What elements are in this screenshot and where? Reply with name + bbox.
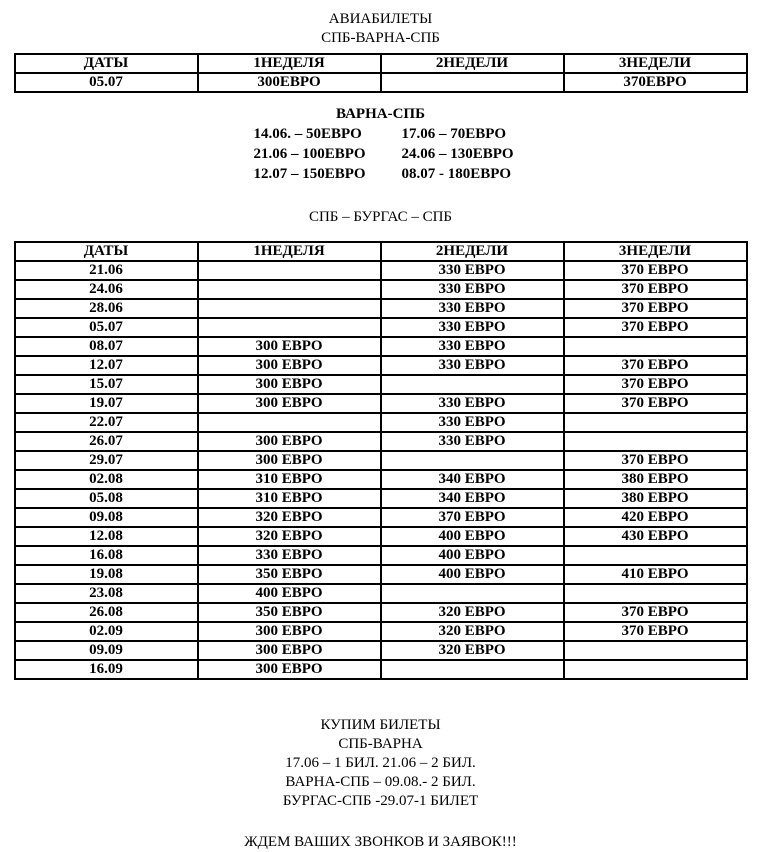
table-cell: 370 ЕВРО bbox=[564, 375, 747, 394]
table-cell bbox=[381, 73, 564, 92]
table-cell: 400 ЕВРО bbox=[198, 584, 381, 603]
table-cell: 05.07 bbox=[15, 73, 198, 92]
table-row bbox=[15, 527, 747, 546]
table-row bbox=[15, 299, 747, 318]
table-cell: 300 ЕВРО bbox=[198, 451, 381, 470]
footer-note: ЖДЕМ ВАШИХ ЗВОНКОВ И ЗАЯВОК!!! bbox=[244, 834, 517, 850]
table-cell: 05.08 bbox=[15, 489, 198, 508]
table-cell bbox=[564, 432, 747, 451]
table-cell: 330 ЕВРО bbox=[381, 280, 564, 299]
table-row bbox=[15, 356, 747, 375]
table-cell: 370 ЕВРО bbox=[564, 280, 747, 299]
spb-varna-table bbox=[14, 53, 748, 93]
table-cell bbox=[198, 318, 381, 337]
table-cell: 09.08 bbox=[15, 508, 198, 527]
table-cell bbox=[564, 584, 747, 603]
table-cell: 12.07 bbox=[15, 356, 198, 375]
table-row bbox=[15, 641, 747, 660]
table-cell: 300 ЕВРО bbox=[198, 356, 381, 375]
table-cell: 19.08 bbox=[15, 565, 198, 584]
table-header-row bbox=[15, 242, 747, 261]
table-cell: 300 ЕВРО bbox=[198, 394, 381, 413]
text-line: 17.06 – 1 БИЛ. 21.06 – 2 БИЛ. bbox=[285, 755, 476, 771]
table-cell: 320 ЕВРО bbox=[198, 508, 381, 527]
table-row bbox=[15, 660, 747, 679]
table-cell: 09.09 bbox=[15, 641, 198, 660]
column-header: 3НЕДЕЛИ bbox=[564, 54, 747, 73]
table-row bbox=[15, 73, 747, 92]
varna-spb-section-title: ВАРНА-СПБ bbox=[336, 106, 425, 122]
column-header: ДАТЫ bbox=[15, 242, 198, 261]
text-line: СПБ-ВАРНА bbox=[338, 736, 423, 752]
page-subtitle: СПБ-ВАРНА-СПБ bbox=[321, 30, 440, 46]
table-cell: 400 ЕВРО bbox=[381, 527, 564, 546]
table-cell bbox=[198, 299, 381, 318]
spb-burgas-table-body bbox=[15, 261, 747, 679]
table-row bbox=[15, 451, 747, 470]
table-cell: 370ЕВРО bbox=[564, 73, 747, 92]
table-cell: 330 ЕВРО bbox=[381, 413, 564, 432]
table-cell: 370 ЕВРО bbox=[564, 451, 747, 470]
table-cell: 330 ЕВРО bbox=[381, 261, 564, 280]
price-item: 12.07 – 150ЕВРО bbox=[253, 166, 366, 182]
table-cell: 05.07 bbox=[15, 318, 198, 337]
table-cell: 380 ЕВРО bbox=[564, 489, 747, 508]
column-header: ДАТЫ bbox=[15, 54, 198, 73]
table-row bbox=[15, 603, 747, 622]
table-cell: 26.07 bbox=[15, 432, 198, 451]
table-cell: 410 ЕВРО bbox=[564, 565, 747, 584]
table-cell: 320 ЕВРО bbox=[381, 603, 564, 622]
table-cell bbox=[381, 375, 564, 394]
table-row bbox=[15, 508, 747, 527]
table-cell: 02.08 bbox=[15, 470, 198, 489]
table-cell: 320 ЕВРО bbox=[198, 527, 381, 546]
table-cell: 300 ЕВРО bbox=[198, 660, 381, 679]
table-cell: 26.08 bbox=[15, 603, 198, 622]
column-header: 2НЕДЕЛИ bbox=[381, 242, 564, 261]
table-cell: 21.06 bbox=[15, 261, 198, 280]
price-line bbox=[12, 164, 761, 184]
table-row bbox=[15, 375, 747, 394]
table-cell: 28.06 bbox=[15, 299, 198, 318]
table-row bbox=[15, 584, 747, 603]
table-cell: 24.06 bbox=[15, 280, 198, 299]
price-item: 14.06. – 50ЕВРО bbox=[253, 126, 362, 142]
table-cell: 370 ЕВРО bbox=[564, 603, 747, 622]
table-row bbox=[15, 280, 747, 299]
table-cell: 330 ЕВРО bbox=[381, 299, 564, 318]
table-cell: 370 ЕВРО bbox=[564, 318, 747, 337]
page-title: АВИАБИЛЕТЫ bbox=[328, 11, 433, 27]
spb-burgas-section-title: СПБ – БУРГАС – СПБ bbox=[308, 209, 453, 225]
table-cell: 330 ЕВРО bbox=[381, 356, 564, 375]
table-cell: 370 ЕВРО bbox=[564, 299, 747, 318]
column-header: 3НЕДЕЛИ bbox=[564, 242, 747, 261]
table-cell bbox=[564, 413, 747, 432]
table-header-row bbox=[15, 54, 747, 73]
table-cell: 430 ЕВРО bbox=[564, 527, 747, 546]
table-cell: 300 ЕВРО bbox=[198, 375, 381, 394]
price-item: 17.06 – 70ЕВРО bbox=[401, 126, 507, 142]
table-cell: 300ЕВРО bbox=[198, 73, 381, 92]
table-cell bbox=[564, 337, 747, 356]
price-line bbox=[12, 144, 761, 164]
table-cell: 29.07 bbox=[15, 451, 198, 470]
price-item: 24.06 – 130ЕВРО bbox=[401, 146, 514, 162]
column-header: 1НЕДЕЛЯ bbox=[198, 54, 381, 73]
table-row bbox=[15, 394, 747, 413]
spb-burgas-table-head bbox=[15, 242, 747, 261]
table-cell: 12.08 bbox=[15, 527, 198, 546]
table-cell: 420 ЕВРО bbox=[564, 508, 747, 527]
column-header: 1НЕДЕЛЯ bbox=[198, 242, 381, 261]
table-cell: 350 ЕВРО bbox=[198, 565, 381, 584]
table-cell: 330 ЕВРО bbox=[381, 394, 564, 413]
table-cell bbox=[381, 584, 564, 603]
table-cell: 300 ЕВРО bbox=[198, 622, 381, 641]
table-cell: 370 ЕВРО bbox=[564, 261, 747, 280]
table-cell: 300 ЕВРО bbox=[198, 337, 381, 356]
table-cell: 370 ЕВРО bbox=[381, 508, 564, 527]
price-item: 08.07 - 180ЕВРО bbox=[401, 166, 511, 182]
table-cell: 400 ЕВРО bbox=[381, 546, 564, 565]
table-cell: 310 ЕВРО bbox=[198, 489, 381, 508]
table-cell: 16.09 bbox=[15, 660, 198, 679]
table-cell: 340 ЕВРО bbox=[381, 470, 564, 489]
table-cell: 380 ЕВРО bbox=[564, 470, 747, 489]
table-row bbox=[15, 337, 747, 356]
table-cell bbox=[381, 660, 564, 679]
buy-tickets-section bbox=[0, 716, 761, 811]
table-cell: 330 ЕВРО bbox=[381, 337, 564, 356]
table-row bbox=[15, 546, 747, 565]
table-row bbox=[15, 413, 747, 432]
table-cell: 340 ЕВРО bbox=[381, 489, 564, 508]
table-row bbox=[15, 622, 747, 641]
table-cell: 370 ЕВРО bbox=[564, 356, 747, 375]
price-item: 21.06 – 100ЕВРО bbox=[253, 146, 366, 162]
column-header: 2НЕДЕЛИ bbox=[381, 54, 564, 73]
table-cell: 22.07 bbox=[15, 413, 198, 432]
table-cell: 350 ЕВРО bbox=[198, 603, 381, 622]
table-row bbox=[15, 470, 747, 489]
text-line: ВАРНА-СПБ – 09.08.- 2 БИЛ. bbox=[285, 774, 476, 790]
spb-varna-table-body bbox=[15, 73, 747, 92]
table-cell: 08.07 bbox=[15, 337, 198, 356]
table-cell: 300 ЕВРО bbox=[198, 641, 381, 660]
spb-varna-table-head bbox=[15, 54, 747, 73]
varna-spb-price-list bbox=[0, 124, 761, 184]
table-cell: 330 ЕВРО bbox=[198, 546, 381, 565]
table-cell: 330 ЕВРО bbox=[381, 432, 564, 451]
text-line: БУРГАС-СПБ -29.07-1 БИЛЕТ bbox=[282, 793, 479, 809]
table-cell bbox=[564, 660, 747, 679]
text-line: КУПИМ БИЛЕТЫ bbox=[320, 717, 441, 733]
table-cell: 16.08 bbox=[15, 546, 198, 565]
price-line bbox=[12, 124, 761, 144]
table-cell bbox=[564, 641, 747, 660]
spb-burgas-table bbox=[14, 241, 748, 680]
table-row bbox=[15, 489, 747, 508]
table-cell: 300 ЕВРО bbox=[198, 432, 381, 451]
table-row bbox=[15, 565, 747, 584]
table-cell: 320 ЕВРО bbox=[381, 641, 564, 660]
table-cell: 400 ЕВРО bbox=[381, 565, 564, 584]
table-cell: 330 ЕВРО bbox=[381, 318, 564, 337]
table-row bbox=[15, 318, 747, 337]
table-cell: 15.07 bbox=[15, 375, 198, 394]
table-cell: 310 ЕВРО bbox=[198, 470, 381, 489]
table-cell: 320 ЕВРО bbox=[381, 622, 564, 641]
table-cell: 02.09 bbox=[15, 622, 198, 641]
table-cell: 19.07 bbox=[15, 394, 198, 413]
table-cell bbox=[198, 280, 381, 299]
table-cell: 370 ЕВРО bbox=[564, 622, 747, 641]
table-cell: 23.08 bbox=[15, 584, 198, 603]
table-cell: 370 ЕВРО bbox=[564, 394, 747, 413]
table-row bbox=[15, 261, 747, 280]
table-cell bbox=[198, 413, 381, 432]
table-cell bbox=[381, 451, 564, 470]
table-cell bbox=[198, 261, 381, 280]
table-row bbox=[15, 432, 747, 451]
table-cell bbox=[564, 546, 747, 565]
